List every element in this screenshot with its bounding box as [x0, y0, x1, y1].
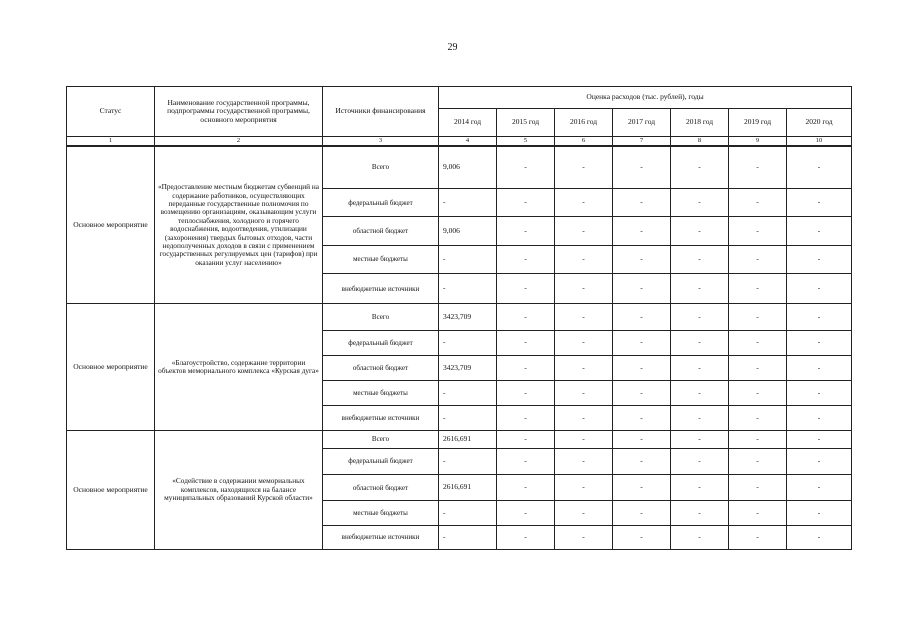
value-cell: -	[729, 475, 787, 501]
table-body	[67, 146, 852, 550]
value-cell: -	[729, 217, 787, 245]
column-number: 8	[671, 137, 729, 147]
value-cell: -	[439, 406, 497, 430]
value-cell: -	[555, 217, 613, 245]
value-cell: -	[497, 188, 555, 216]
value-cell: -	[671, 525, 729, 549]
value-cell: -	[671, 217, 729, 245]
value-cell: -	[787, 381, 852, 406]
funding-source-cell: Всего	[323, 430, 439, 448]
value-cell: -	[787, 430, 852, 448]
value-cell: -	[787, 475, 852, 501]
value-cell: -	[497, 448, 555, 474]
value-cell: -	[497, 406, 555, 430]
column-number: 6	[555, 137, 613, 147]
value-cell: -	[555, 146, 613, 188]
value-cell: -	[729, 501, 787, 525]
value-cell: -	[729, 406, 787, 430]
value-cell: -	[787, 355, 852, 380]
column-number: 4	[439, 137, 497, 147]
value-cell: -	[729, 304, 787, 330]
value-cell: -	[439, 188, 497, 216]
value-cell: -	[671, 304, 729, 330]
value-cell: -	[497, 146, 555, 188]
value-cell: -	[671, 188, 729, 216]
value-cell: 2616,691	[439, 475, 497, 501]
value-cell: -	[729, 330, 787, 355]
activity-name-cell: «Благоустройство, содержание территории объектов мемориального комплекса «Курская дуга»	[155, 304, 323, 430]
page-number: 29	[447, 42, 458, 53]
value-cell: -	[497, 245, 555, 273]
header-year: 2020 год	[787, 109, 852, 137]
value-cell: -	[613, 330, 671, 355]
funding-source-cell: Всего	[323, 304, 439, 330]
value-cell: 3423,709	[439, 355, 497, 380]
value-cell: -	[787, 330, 852, 355]
value-cell: -	[613, 245, 671, 273]
header-year: 2019 год	[729, 109, 787, 137]
value-cell: -	[439, 501, 497, 525]
value-cell: -	[555, 304, 613, 330]
value-cell: -	[787, 406, 852, 430]
column-number: 10	[787, 137, 852, 147]
activity-name-cell: «Предоставление местным бюджетам субвенций на содержание работников, осуществляющих переданные государственные полномочия по возмещению организациям, оказывающим услуги теплоснабжения, холодного и горячего водоснабжения, водоотведения, утилизации (захоронения) твердых бытовых отходов, части недополученных доходов в связи с применением государственных регулируемых цен (тарифов) при оказании услуг населению»	[155, 146, 323, 304]
funding-source-cell: внебюджетные источники	[323, 406, 439, 430]
value-cell: -	[555, 245, 613, 273]
value-cell: -	[729, 525, 787, 549]
header-year: 2018 год	[671, 109, 729, 137]
value-cell: -	[497, 381, 555, 406]
value-cell: -	[439, 448, 497, 474]
value-cell: -	[497, 525, 555, 549]
header-year: 2016 год	[555, 109, 613, 137]
value-cell: -	[787, 501, 852, 525]
value-cell: -	[439, 273, 497, 303]
column-number: 3	[323, 137, 439, 147]
value-cell: -	[729, 273, 787, 303]
value-cell: -	[787, 273, 852, 303]
value-cell: -	[613, 188, 671, 216]
value-cell: -	[671, 355, 729, 380]
table-header	[67, 87, 852, 147]
value-cell: -	[729, 245, 787, 273]
funding-source-cell: внебюджетные источники	[323, 525, 439, 549]
value-cell: -	[555, 448, 613, 474]
value-cell: -	[787, 304, 852, 330]
value-cell: -	[671, 501, 729, 525]
value-cell: -	[729, 146, 787, 188]
table-row	[67, 304, 852, 330]
value-cell: -	[729, 448, 787, 474]
header-name: Наименование государственной программы, подпрограммы государственной программы, основного мероприятия	[155, 87, 323, 137]
value-cell: -	[671, 448, 729, 474]
status-cell: Основное мероприятие	[67, 304, 155, 430]
column-number: 2	[155, 137, 323, 147]
value-cell: -	[497, 217, 555, 245]
value-cell: -	[613, 217, 671, 245]
value-cell: -	[613, 273, 671, 303]
header-estimate: Оценка расходов (тыс. рублей), годы	[439, 87, 852, 109]
value-cell: -	[671, 381, 729, 406]
value-cell: -	[555, 355, 613, 380]
value-cell: -	[555, 188, 613, 216]
value-cell: -	[729, 430, 787, 448]
value-cell: -	[497, 330, 555, 355]
value-cell: -	[555, 525, 613, 549]
value-cell: -	[613, 146, 671, 188]
funding-source-cell: Всего	[323, 146, 439, 188]
value-cell: -	[555, 273, 613, 303]
budget-table	[66, 86, 852, 550]
value-cell: -	[787, 146, 852, 188]
value-cell: -	[439, 525, 497, 549]
value-cell: -	[787, 525, 852, 549]
value-cell: -	[613, 430, 671, 448]
value-cell: -	[787, 448, 852, 474]
value-cell: -	[497, 304, 555, 330]
table-row	[67, 430, 852, 448]
value-cell: -	[497, 355, 555, 380]
value-cell: 3423,709	[439, 304, 497, 330]
value-cell: -	[497, 475, 555, 501]
funding-source-cell: федеральный бюджет	[323, 448, 439, 474]
funding-source-cell: местные бюджеты	[323, 245, 439, 273]
value-cell: -	[787, 245, 852, 273]
value-cell: -	[671, 273, 729, 303]
value-cell: -	[787, 217, 852, 245]
funding-source-cell: внебюджетные источники	[323, 273, 439, 303]
header-year: 2014 год	[439, 109, 497, 137]
value-cell: -	[555, 330, 613, 355]
funding-source-cell: областной бюджет	[323, 475, 439, 501]
funding-source-cell: областной бюджет	[323, 355, 439, 380]
value-cell: -	[497, 501, 555, 525]
value-cell: -	[787, 188, 852, 216]
value-cell: -	[613, 475, 671, 501]
column-number: 9	[729, 137, 787, 147]
value-cell: -	[439, 245, 497, 273]
value-cell: 2616,691	[439, 430, 497, 448]
value-cell: -	[613, 355, 671, 380]
value-cell: -	[729, 355, 787, 380]
activity-name-cell: «Содействие в содержании мемориальных комплексов, находящихся на балансе муниципальных образований Курской области»	[155, 430, 323, 549]
funding-source-cell: местные бюджеты	[323, 501, 439, 525]
table-row	[67, 146, 852, 188]
header-year: 2015 год	[497, 109, 555, 137]
funding-source-cell: федеральный бюджет	[323, 188, 439, 216]
value-cell: -	[729, 381, 787, 406]
status-cell: Основное мероприятие	[67, 430, 155, 549]
value-cell: 9,006	[439, 146, 497, 188]
value-cell: -	[555, 406, 613, 430]
value-cell: -	[613, 406, 671, 430]
value-cell: -	[671, 146, 729, 188]
funding-source-cell: федеральный бюджет	[323, 330, 439, 355]
value-cell: -	[613, 448, 671, 474]
funding-source-cell: местные бюджеты	[323, 381, 439, 406]
value-cell: -	[729, 188, 787, 216]
funding-source-cell: областной бюджет	[323, 217, 439, 245]
column-number: 1	[67, 137, 155, 147]
header-sources: Источники финансирования	[323, 87, 439, 137]
header-year: 2017 год	[613, 109, 671, 137]
value-cell: -	[671, 430, 729, 448]
value-cell: -	[613, 501, 671, 525]
value-cell: -	[613, 525, 671, 549]
value-cell: -	[439, 381, 497, 406]
value-cell: -	[555, 381, 613, 406]
column-number: 5	[497, 137, 555, 147]
value-cell: -	[671, 475, 729, 501]
value-cell: -	[439, 330, 497, 355]
value-cell: -	[671, 245, 729, 273]
value-cell: -	[497, 430, 555, 448]
value-cell: 9,006	[439, 217, 497, 245]
value-cell: -	[613, 381, 671, 406]
value-cell: -	[555, 430, 613, 448]
status-cell: Основное мероприятие	[67, 146, 155, 304]
value-cell: -	[671, 406, 729, 430]
value-cell: -	[555, 475, 613, 501]
value-cell: -	[671, 330, 729, 355]
column-number: 7	[613, 137, 671, 147]
header-status: Статус	[67, 87, 155, 137]
value-cell: -	[555, 501, 613, 525]
value-cell: -	[613, 304, 671, 330]
value-cell: -	[497, 273, 555, 303]
